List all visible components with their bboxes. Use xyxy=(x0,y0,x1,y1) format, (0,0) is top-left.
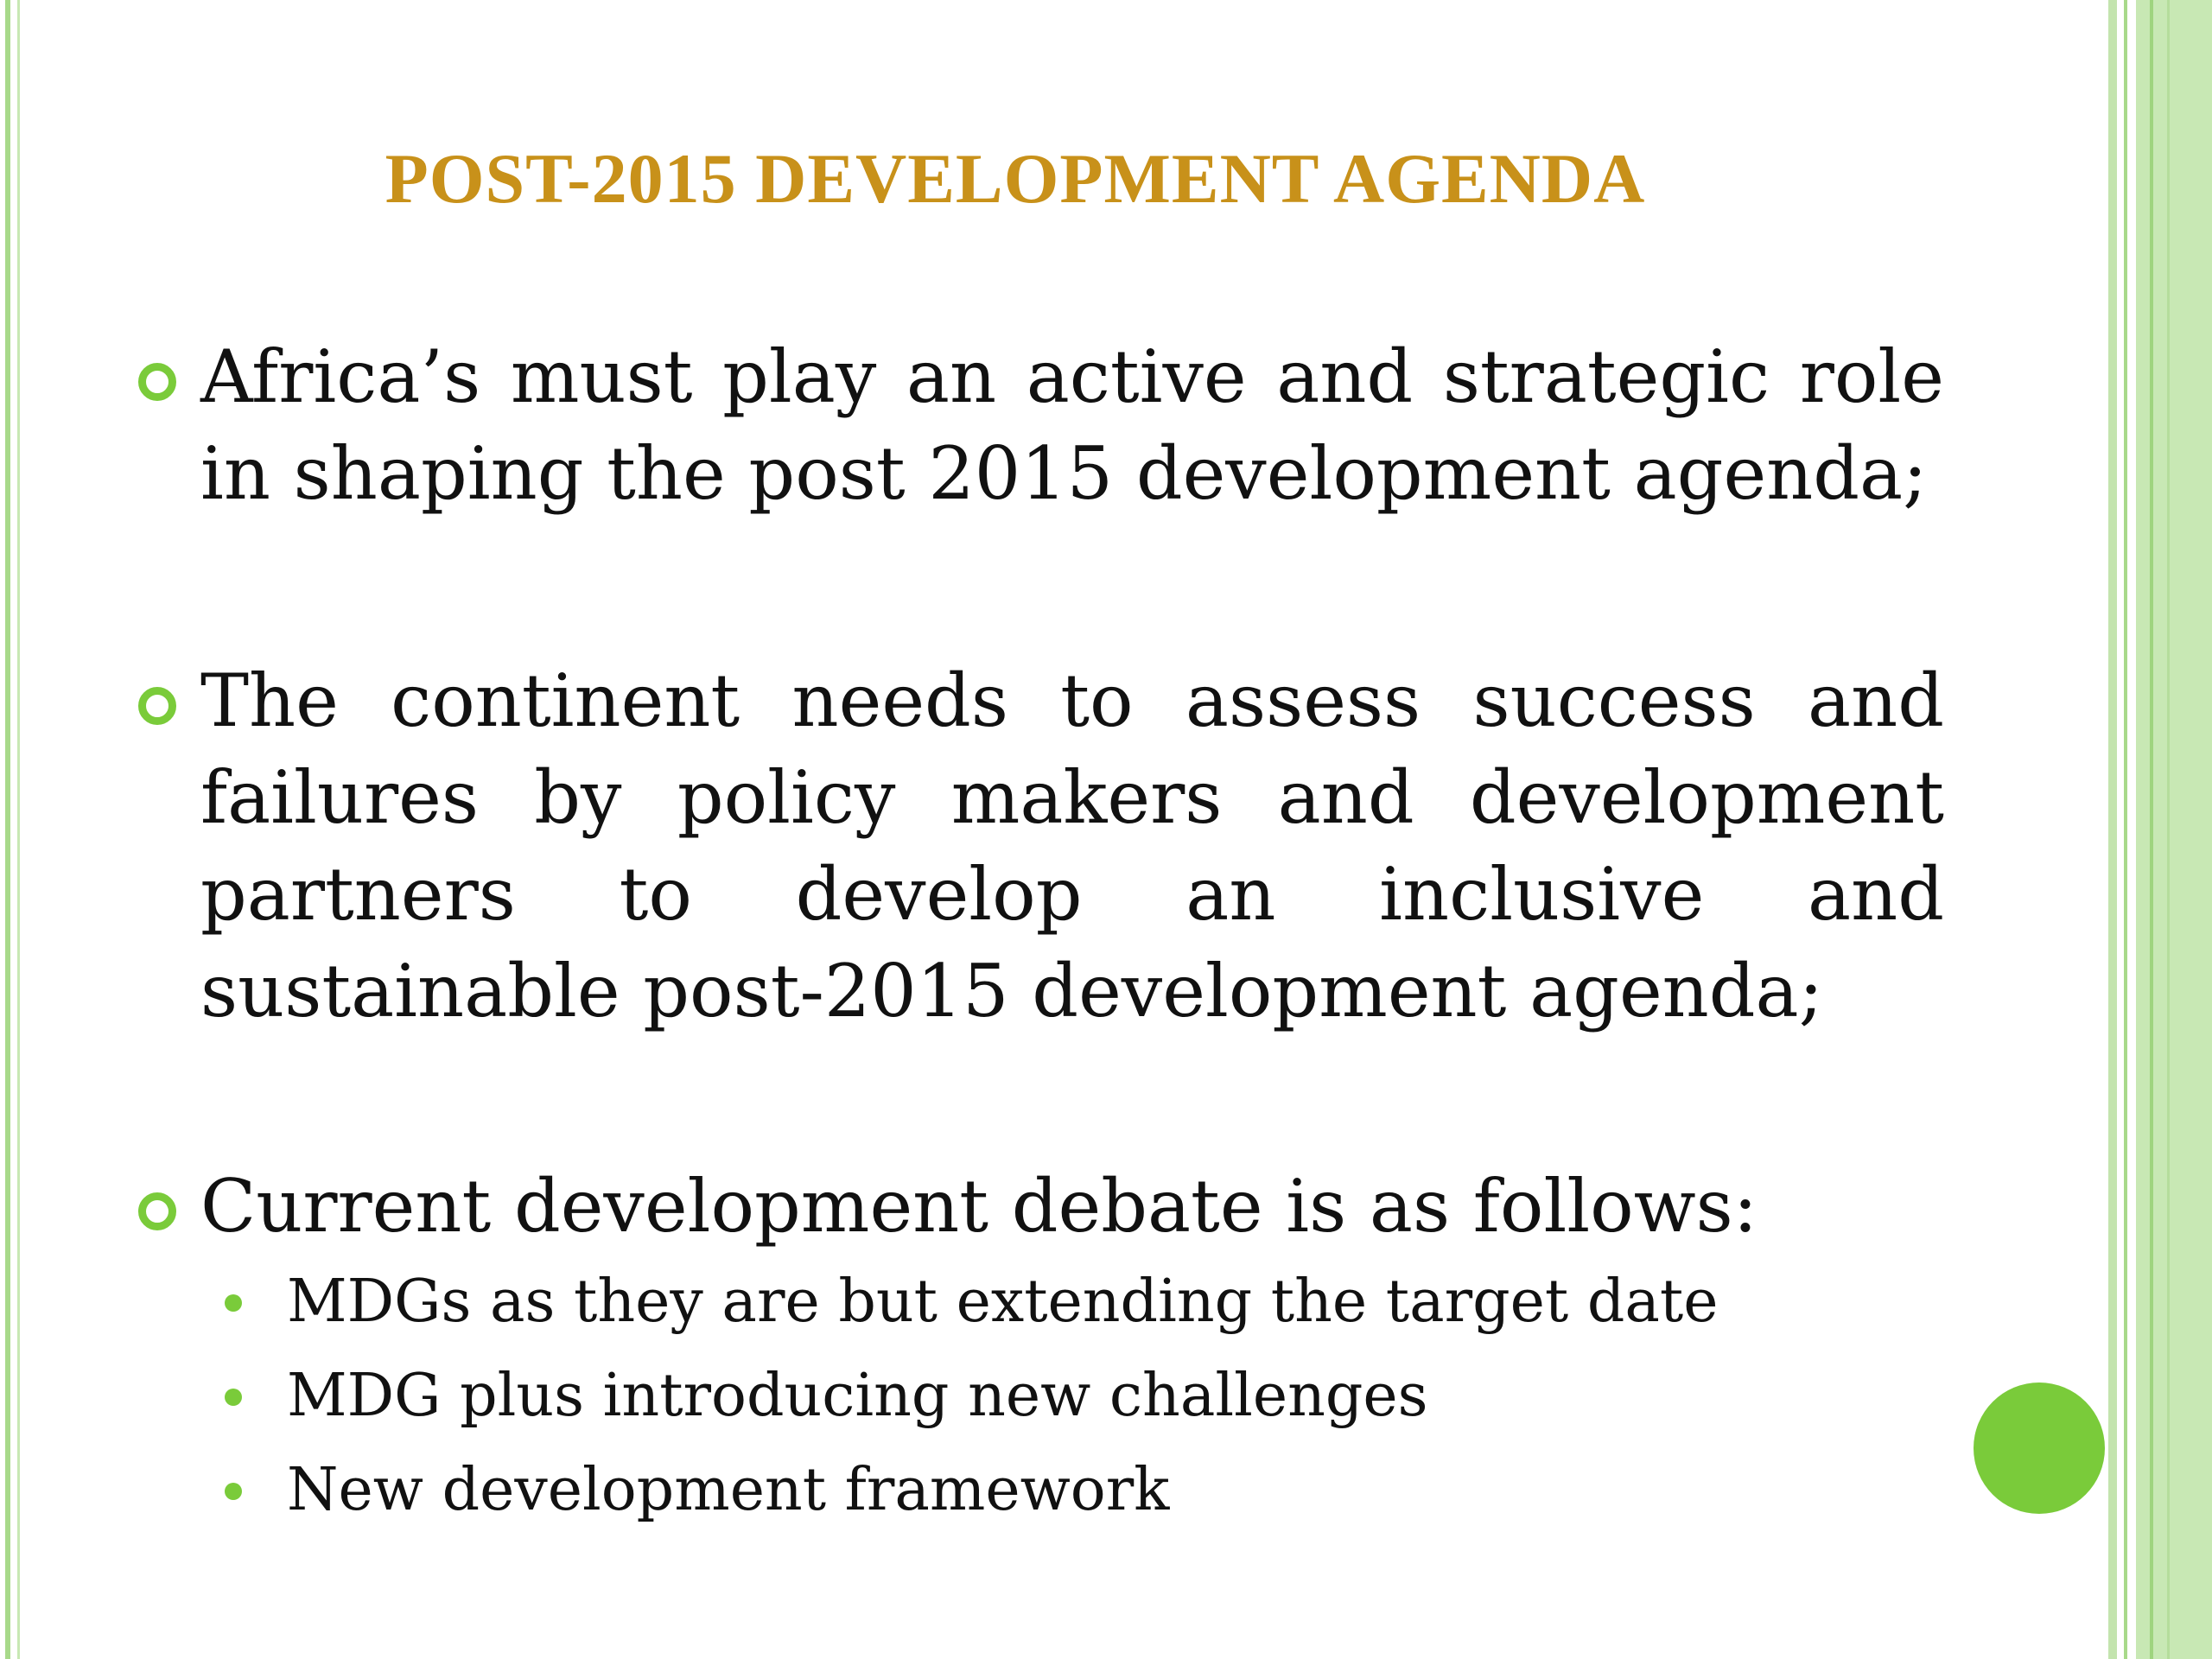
bullet-text: Africa’s must play an active and strategic role in shaping the post 2015 development agenda; xyxy=(200,334,1944,516)
right-border-line xyxy=(2108,0,2117,1659)
sub-bullet-text: MDGs as they are but extending the target date xyxy=(287,1268,1719,1336)
dot-bullet-icon xyxy=(225,1294,242,1312)
bullet-text: Current development debate is as follows: xyxy=(200,1164,1758,1249)
left-border-line xyxy=(5,0,10,1659)
sub-bullet-text: MDG plus introducing new challenges xyxy=(287,1362,1428,1430)
slide-title: POST-2015 DEVELOPMENT AGENDA xyxy=(385,139,1646,218)
ring-bullet-icon xyxy=(138,363,176,401)
bullet-text: The continent needs to assess success and failures by policy makers and development partners to develop an inclusive and sustainable post-2015 development agenda; xyxy=(200,658,1944,1033)
right-border-line-inner xyxy=(2124,0,2127,1659)
right-band-stripe xyxy=(2167,0,2170,1659)
decorative-circle xyxy=(1974,1382,2105,1514)
sub-bullet-text: New development framework xyxy=(287,1456,1170,1524)
right-band-stripe xyxy=(2150,0,2153,1659)
ring-bullet-icon xyxy=(138,687,176,725)
dot-bullet-icon xyxy=(225,1389,242,1406)
right-decorative-band xyxy=(2136,0,2212,1659)
left-border-line-inner xyxy=(17,0,20,1659)
dot-bullet-icon xyxy=(225,1483,242,1500)
ring-bullet-icon xyxy=(138,1192,176,1230)
